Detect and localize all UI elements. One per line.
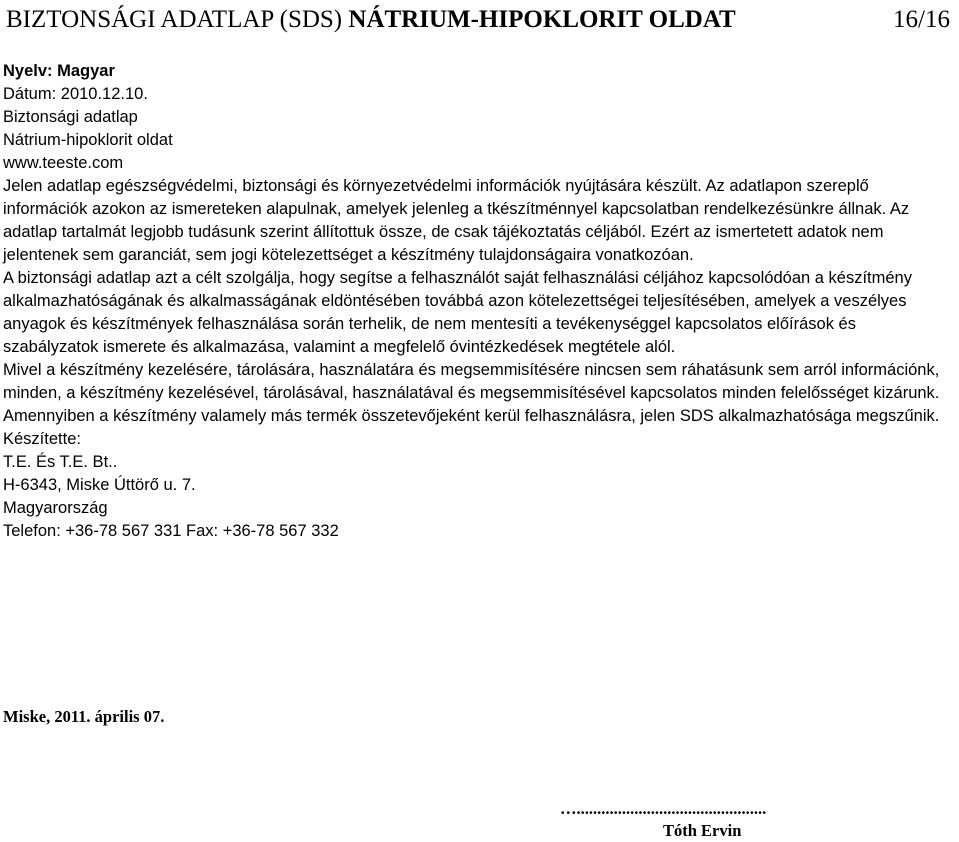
company-address: H-6343, Miske Úttörő u. 7.: [3, 476, 196, 494]
website-line: www.teeste.com: [3, 154, 124, 172]
applicability-paragraph: Amennyiben a készítmény valamely más termék összetevőjeként kerül felhasználásra, jelen SDS alkalmazhatósága megszűnik.: [3, 407, 940, 425]
doc-type-line: Biztonsági adatlap: [3, 108, 138, 126]
signature-block: [560, 798, 890, 842]
header-title-bold: NÁTRIUM-HIPOKLORIT OLDAT: [348, 6, 736, 33]
header-title-plain: BIZTONSÁGI ADATLAP (SDS): [6, 6, 349, 33]
document-body: [3, 60, 955, 543]
company-name: T.E. És T.E. Bt..: [3, 453, 118, 471]
language-line: Nyelv: Magyar: [3, 62, 115, 80]
signature-line: …..............................................: [560, 799, 767, 818]
disclaimer-paragraph: Jelen adatlap egészségvédelmi, biztonsági és környezetvédelmi információk nyújtására készült. Az adatlapon szereplő információk azokon az ismereteken alapulnak, amelyek jelenleg a tkészítménnyel kapcsolatban rendelkezésünkre állnak. Az adatlap tartalmát legjobb tudásunk szerint állítottuk össze, de csak tájékoztatás céljából. Ezért az ismertetett adatok nem jelentenek sem garanciát, sem jogi kötelezettséget a készítmény tulajdonságaira vonatkozóan.: [3, 177, 910, 264]
product-line: Nátrium-hipoklorit oldat: [3, 131, 173, 149]
company-country: Magyarország: [3, 499, 108, 517]
document-header: [6, 4, 950, 38]
place-and-date: Miske, 2011. április 07.: [3, 707, 165, 726]
signatory-name: Tóth Ervin: [663, 821, 742, 840]
purpose-paragraph: A biztonsági adatlap azt a célt szolgálja, hogy segítse a felhasználót saját felhasználási céljához kapcsolódóan a készítmény alkalmazhatóságának és alkalmasságának eldöntésében továbbá azon kötelezettségei teljesítésében, amelyek a veszélyes anyagok és készítmények felhasználása során terhelik, de nem mentesíti a tevékenységgel kapcsolatos előírások és szabályzatok ismerete és alkalmazása, valamint a megfelelő óvintézkedések megtétele alól.: [3, 269, 912, 356]
page-number: 16/16: [893, 6, 950, 33]
date-line: Dátum: 2010.12.10.: [3, 85, 148, 103]
prepared-by-label: Készítette:: [3, 430, 81, 448]
liability-paragraph: Mivel a készítmény kezelésére, tárolására, használatára és megsemmisítésére nincsen sem ráhatásunk sem arról információnk, minden, a készítmény kezelésével, tárolásával, használatával és megsemmisítésével kapcsolatos minden felelősséget kizárunk.: [3, 361, 940, 402]
company-phone-fax: Telefon: +36-78 567 331 Fax: +36-78 567 332: [3, 522, 339, 540]
